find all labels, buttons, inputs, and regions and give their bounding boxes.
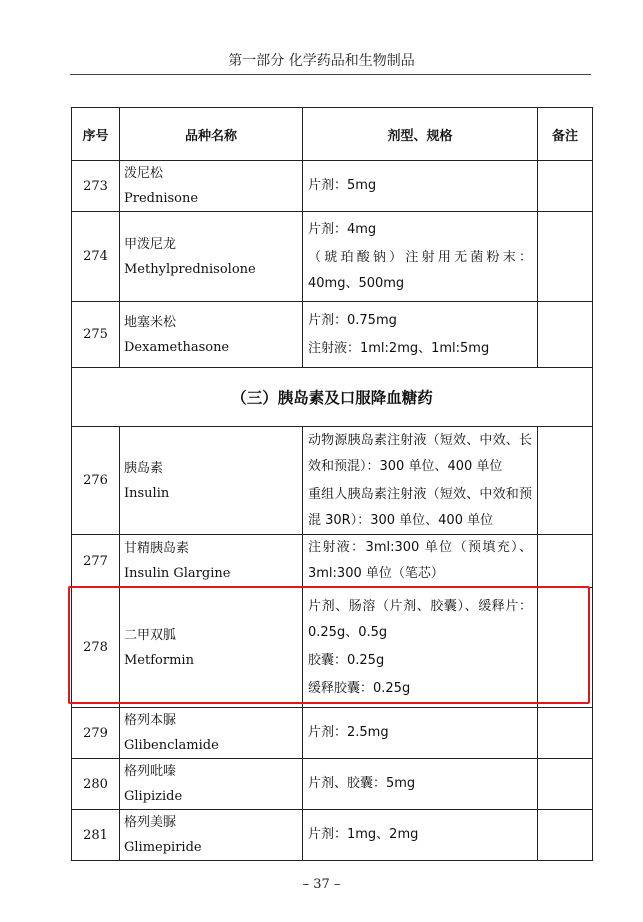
drug-name-cell [120,427,303,535]
drug-name-cell [120,302,303,368]
dosage-spec-line: 片剂、胶囊：5mg [308,776,416,791]
page-header: 第一部分 化学药品和生物制品 [228,53,415,69]
table-row [72,535,593,588]
dosage-spec-line: 片剂、肠溶（片剂、胶囊）、缓释片：0.25g、0.5g [308,598,532,640]
row-number: 280 [72,759,120,810]
dosage-spec-cell [303,212,538,302]
drug-name-cell [120,212,303,302]
drug-name-cell [120,535,303,588]
drug-name-chinese: 泼尼松 [124,166,164,181]
drug-name-english: Methylprednisolone [124,261,256,277]
dosage-spec-line: 片剂：0.75mg [308,312,397,328]
dosage-spec-cell [303,161,538,212]
dosage-spec-cell [303,535,538,588]
column-header-name: 品种名称 [120,108,303,161]
note-cell [538,302,593,368]
dosage-spec-line: 重组人胰岛素注射液（短效、中效和预混 30R）：300 单位、400 单位 [308,486,532,528]
header-rule [70,74,591,75]
table-body-before [72,161,593,368]
drug-name-chinese: 二甲双胍 [124,627,177,643]
drug-name-chinese: 甘精胰岛素 [124,541,190,556]
table-row [72,161,593,212]
drug-name-cell [120,810,303,861]
dosage-spec-cell [303,759,538,810]
drug-table [71,107,593,861]
highlight-box [68,586,590,704]
column-header-spec: 剂型、规格 [303,108,538,161]
row-number: 275 [72,302,120,368]
column-header-no: 序号 [72,108,120,161]
dosage-spec-line: 动物源胰岛素注射液（短效、中效、长效和预混）：300 单位、400 单位 [308,432,532,474]
drug-name-english: Metformin [124,652,194,668]
section-row [72,368,593,427]
table-row [72,302,593,368]
row-number: 274 [72,212,120,302]
table-row [72,759,593,810]
drug-name-cell [120,708,303,759]
drug-name-chinese: 地塞米松 [124,314,177,330]
table-row [72,427,593,535]
table-row [72,212,593,302]
row-number: 276 [72,427,120,535]
note-cell [538,708,593,759]
dosage-spec-line: 片剂：4mg [308,221,377,237]
table-row [72,810,593,861]
row-number: 279 [72,708,120,759]
dosage-spec-line: 缓释胶囊：0.25g [308,680,411,696]
drug-name-cell [120,161,303,212]
row-number: 281 [72,810,120,861]
drug-name-english: Glibenclamide [124,738,219,753]
row-number: 273 [72,161,120,212]
dosage-spec-line: 注射液：3ml:300 单位（预填充）、3ml:300 单位（笔芯） [308,540,532,581]
dosage-spec-cell [303,810,538,861]
column-header-note: 备注 [538,108,593,161]
drug-name-english: Dexamethasone [124,339,230,355]
drug-name-english: Insulin [124,485,170,501]
table-row [72,708,593,759]
page-number: – 37 – [302,877,341,892]
row-number: 278 [72,588,120,708]
row-number: 277 [72,535,120,588]
note-cell [538,212,593,302]
drug-name-english: Glipizide [124,789,183,804]
dosage-spec-line: 注射液：1ml:2mg、1ml:5mg [308,340,490,356]
dosage-spec-cell [303,708,538,759]
section-body [72,368,593,427]
dosage-spec-cell [303,302,538,368]
dosage-spec-line: （琥珀酸钠）注射用无菌粉末：40mg、500mg [308,249,532,291]
drug-name-english: Glimepiride [124,840,202,855]
drug-name-english: Insulin Glargine [124,566,231,581]
dosage-spec-cell [303,427,538,535]
note-cell [538,810,593,861]
drug-name-cell [120,759,303,810]
drug-name-chinese: 甲泼尼龙 [124,236,177,252]
note-cell [538,427,593,535]
drug-name-chinese: 格列美脲 [124,815,177,830]
drug-name-english: Prednisone [124,191,199,206]
note-cell [538,161,593,212]
table-header-row [72,108,593,161]
dosage-spec-line: 片剂：5mg [308,178,377,193]
note-cell [538,535,593,588]
drug-name-chinese: 格列本脲 [124,713,177,728]
drug-name-chinese: 格列吡嗪 [124,764,177,779]
dosage-spec-line: 片剂：1mg、2mg [308,827,419,842]
note-cell [538,759,593,810]
dosage-spec-line: 胶囊：0.25g [308,652,385,668]
drug-name-chinese: 胰岛素 [124,460,164,476]
dosage-spec-line: 片剂：2.5mg [308,725,389,740]
section-title: （三）胰岛素及口服降血糖药 [72,368,593,427]
